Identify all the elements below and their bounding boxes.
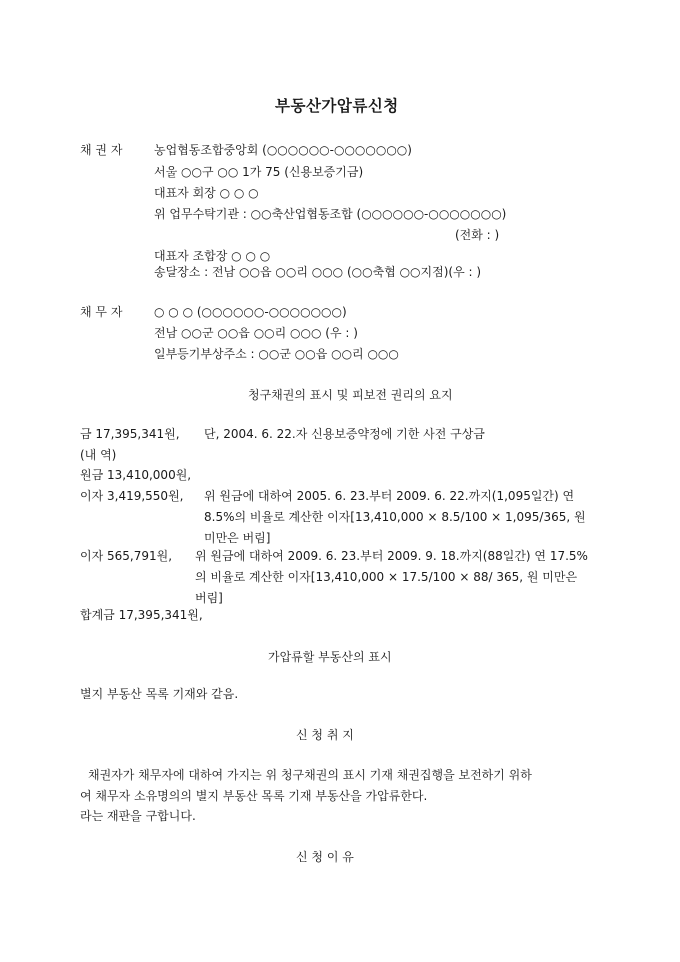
interest1-line: 위 원금에 대하여 2005. 6. 23.부터 2009. 6. 22.까지(1,095일간) 연: [204, 489, 575, 503]
interest2-label: 이자 565,791원,: [80, 549, 173, 563]
purpose-heading: 신 청 취 지: [296, 728, 354, 742]
creditor-agent-representative: 대표자 조합장 ○ ○ ○: [154, 249, 271, 263]
purpose-line: 라는 재판을 구합니다.: [80, 809, 196, 823]
interest2-line: 위 원금에 대하여 2009. 6. 23.부터 2009. 9. 18.까지(88일간) 연 17.5%: [195, 549, 588, 563]
claim-amount-description: 단, 2004. 6. 22.자 신용보증약정에 기한 사전 구상금: [204, 427, 485, 441]
property-heading: 가압류할 부동산의 표시: [268, 650, 392, 664]
claim-amount: 금 17,395,341원,: [80, 427, 180, 441]
principal-amount: 원금 13,410,000원,: [80, 468, 192, 482]
interest1-line: 8.5%의 비율로 계산한 이자[13,410,000 × 8.5/100 × 1,095/365, 원: [204, 510, 586, 524]
creditor-service-address: 송달장소 : 전남 ○○읍 ○○리 ○○○ (○○축협 ○○지점)(우 : ): [154, 265, 482, 279]
debtor-name: ○ ○ ○ (○○○○○○-○○○○○○○): [154, 305, 347, 319]
purpose-line: 채권자가 채무자에 대하여 가지는 위 청구채권의 표시 기재 채권집행을 보전하기 위하: [88, 768, 532, 782]
interest2-line: 의 비율로 계산한 이자[13,410,000 × 17.5/100 × 88/ 365, 원 미만은: [195, 570, 578, 584]
creditor-label: 채 권 자: [80, 143, 123, 157]
purpose-line: 여 채무자 소유명의의 별지 부동산 목록 기재 부동산을 가압류한다.: [80, 789, 428, 803]
interest1-label: 이자 3,419,550원,: [80, 489, 184, 503]
claim-heading: 청구채권의 표시 및 피보전 권리의 요지: [248, 388, 453, 402]
interest2-line: 버림]: [195, 591, 223, 605]
creditor-phone: (전화 : ): [455, 228, 500, 242]
interest1-line: 미만은 버림]: [204, 531, 271, 545]
total-amount: 합계금 17,395,341원,: [80, 608, 203, 622]
debtor-address: 전남 ○○군 ○○읍 ○○리 ○○○ (우 : ): [154, 326, 358, 340]
debtor-label: 채 무 자: [80, 305, 123, 319]
creditor-address: 서울 ○○구 ○○ 1가 75 (신용보증기금): [154, 165, 364, 179]
creditor-name: 농업협동조합중앙회 (○○○○○○-○○○○○○○): [154, 143, 412, 157]
reason-heading: 신 청 이 유: [296, 850, 354, 864]
document-title: 부동산가압류신청: [275, 97, 399, 115]
breakdown-label: (내 역): [80, 448, 117, 462]
creditor-representative: 대표자 회장 ○ ○ ○: [154, 186, 259, 200]
creditor-agent: 위 업무수탁기관 : ○○축산업협동조합 (○○○○○○-○○○○○○○): [154, 207, 507, 221]
debtor-registry-address: 일부등기부상주소 : ○○군 ○○읍 ○○리 ○○○: [154, 347, 399, 361]
property-text: 별지 부동산 목록 기재와 같음.: [80, 687, 239, 701]
